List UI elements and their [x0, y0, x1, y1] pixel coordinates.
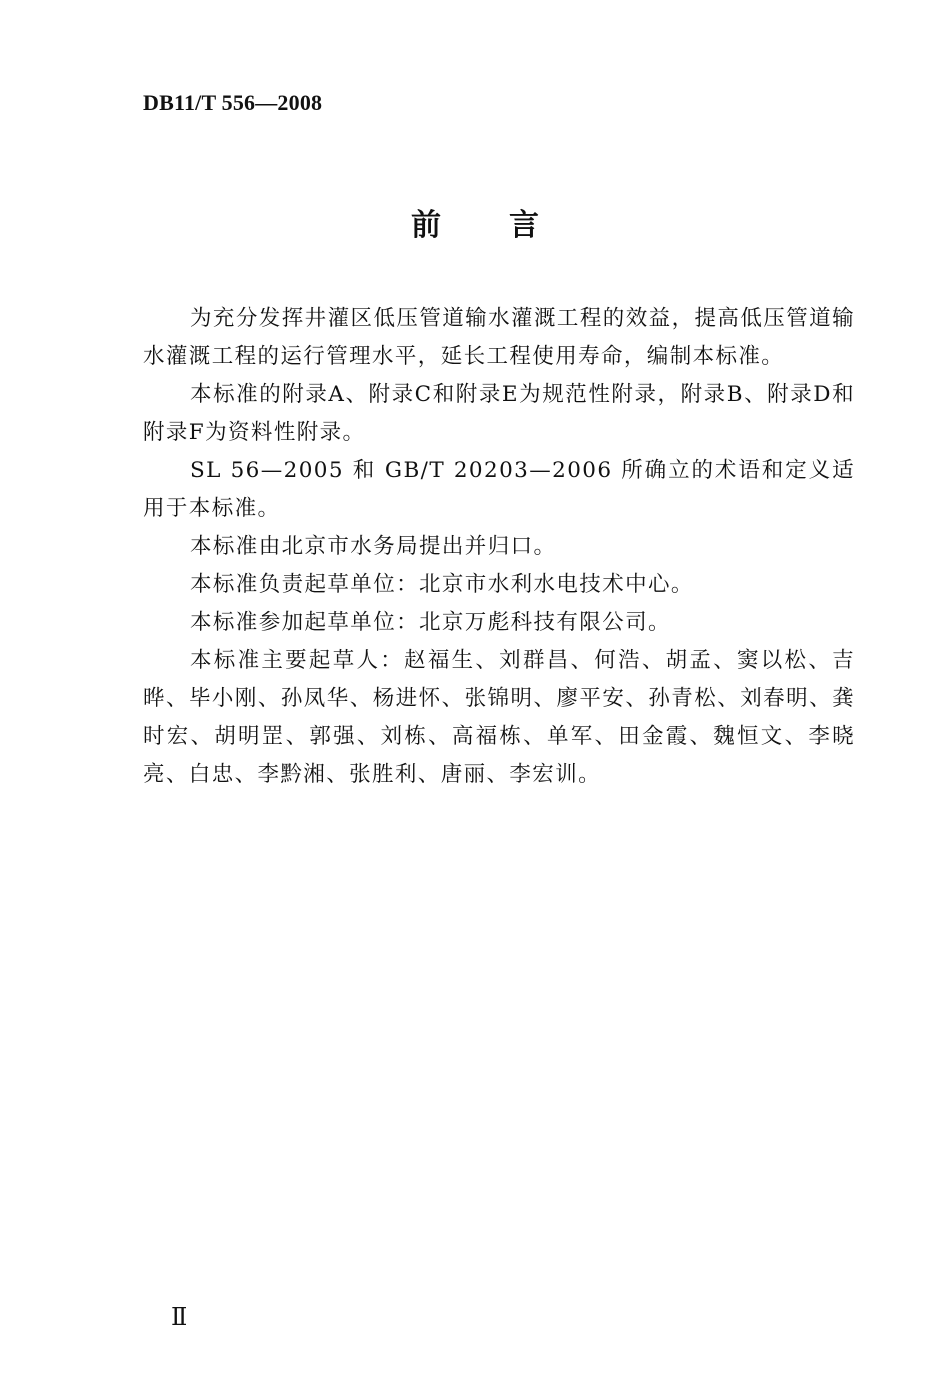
page-number: Ⅱ — [171, 1305, 188, 1331]
paragraph-purpose: 为充分发挥井灌区低压管道输水灌溉工程的效益，提高低压管道输水灌溉工程的运行管理水平，延长工程使用寿命，编制本标准。 — [143, 306, 855, 369]
document-code: DB11/T 556—2008 — [143, 90, 323, 115]
title-char-2: 言 — [509, 208, 539, 243]
paragraph-lead-drafter: 本标准负责起草单位：北京市水利水电技术中心。 — [190, 572, 694, 597]
paragraph-drafters: 本标准主要起草人：赵福生、刘群昌、何浩、胡孟、窦以松、吉晔、毕小刚、孙凤华、杨进怀、张锦明、廖平安、孙青松、刘春明、龚时宏、胡明罡、郭强、刘栋、高福栋、单军、田金霞、魏恒文、李晓亮、白忠、李黔湘、张胜利、唐丽、李宏训。 — [143, 648, 855, 787]
paragraph-proposer: 本标准由北京市水务局提出并归口。 — [190, 534, 557, 559]
foreword-body — [143, 300, 855, 794]
paragraph-participating-drafter: 本标准参加起草单位：北京万彪科技有限公司。 — [190, 610, 671, 635]
title-char-1: 前 — [411, 208, 441, 243]
paragraph-appendices: 本标准的附录A、附录C和附录E为规范性附录，附录B、附录D和附录F为资料性附录。 — [143, 382, 855, 445]
paragraph-terms: SL 56—2005 和 GB/T 20203—2006 所确立的术语和定义适用于本标准。 — [143, 458, 855, 521]
page-title — [0, 200, 950, 244]
